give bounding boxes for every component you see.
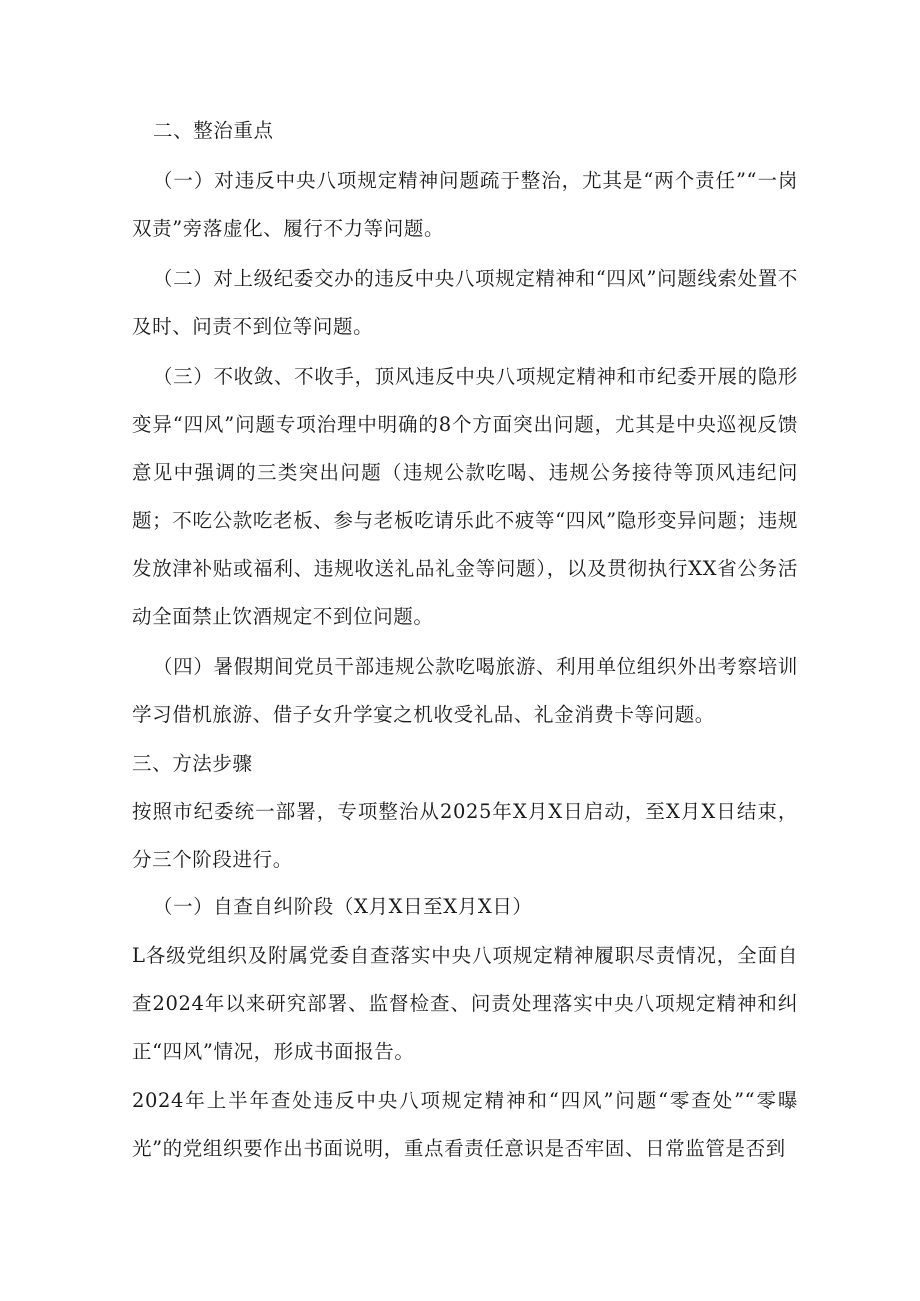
paragraph-explanation: 2024年上半年查处违反中央八项规定精神和“四风”问题“零查处”“零曝光”的党组织要作出书面说明，重点看责任意识是否牢固、日常监管是否到 [132, 1089, 798, 1160]
paragraph-item-1: （一）对违反中央八项规定精神问题疏于整治，尤其是“两个责任”“一岗双责”旁落虚化、履行不力等问题。 [132, 169, 798, 240]
paragraph-item-4: （四）暑假期间党员干部违规公款吃喝旅游、利用单位组织外出考察培训学习借机旅游、借子女升学宴之机收受礼品、礼金消费卡等问题。 [132, 655, 798, 726]
paragraph-self-check: L各级党组织及附属党委自查落实中央八项规定精神履职尽责情况，全面自查2024年以来研究部署、监督检查、问责处理落实中央八项规定精神和纠正“四风”情况，形成书面报告。 [132, 944, 798, 1063]
paragraph-item-3: （三）不收敛、不收手，顶风违反中央八项规定精神和市纪委开展的隐形变异“四风”问题专项治理中明确的8个方面突出问题，尤其是中央巡视反馈意见中强调的三类突出问题（违规公款吃喝、违规公务接待等顶风违纪问题；不吃公款吃老板、参与老板吃请乐此不疲等“四风”隐形变异问题；违规发放津补贴或福利、违规收送礼品礼金等问题），以及贯彻执行XX省公务活动全面禁止饮酒规定不到位问题。 [132, 365, 798, 628]
paragraph-stage-1: （一）自查自纠阶段（X月X日至X月X日） [153, 895, 533, 918]
section-heading-3: 三、方法步骤 [132, 752, 253, 775]
paragraph-schedule: 按照市纪委统一部署，专项整治从2025年X月X日启动，至X月X日结束，分三个阶段进行。 [132, 800, 798, 871]
paragraph-item-2: （二）对上级纪委交办的违反中央八项规定精神和“四风”问题线索处置不及时、问责不到位等问题。 [132, 267, 798, 338]
section-heading-2: 二、整治重点 [153, 119, 274, 142]
